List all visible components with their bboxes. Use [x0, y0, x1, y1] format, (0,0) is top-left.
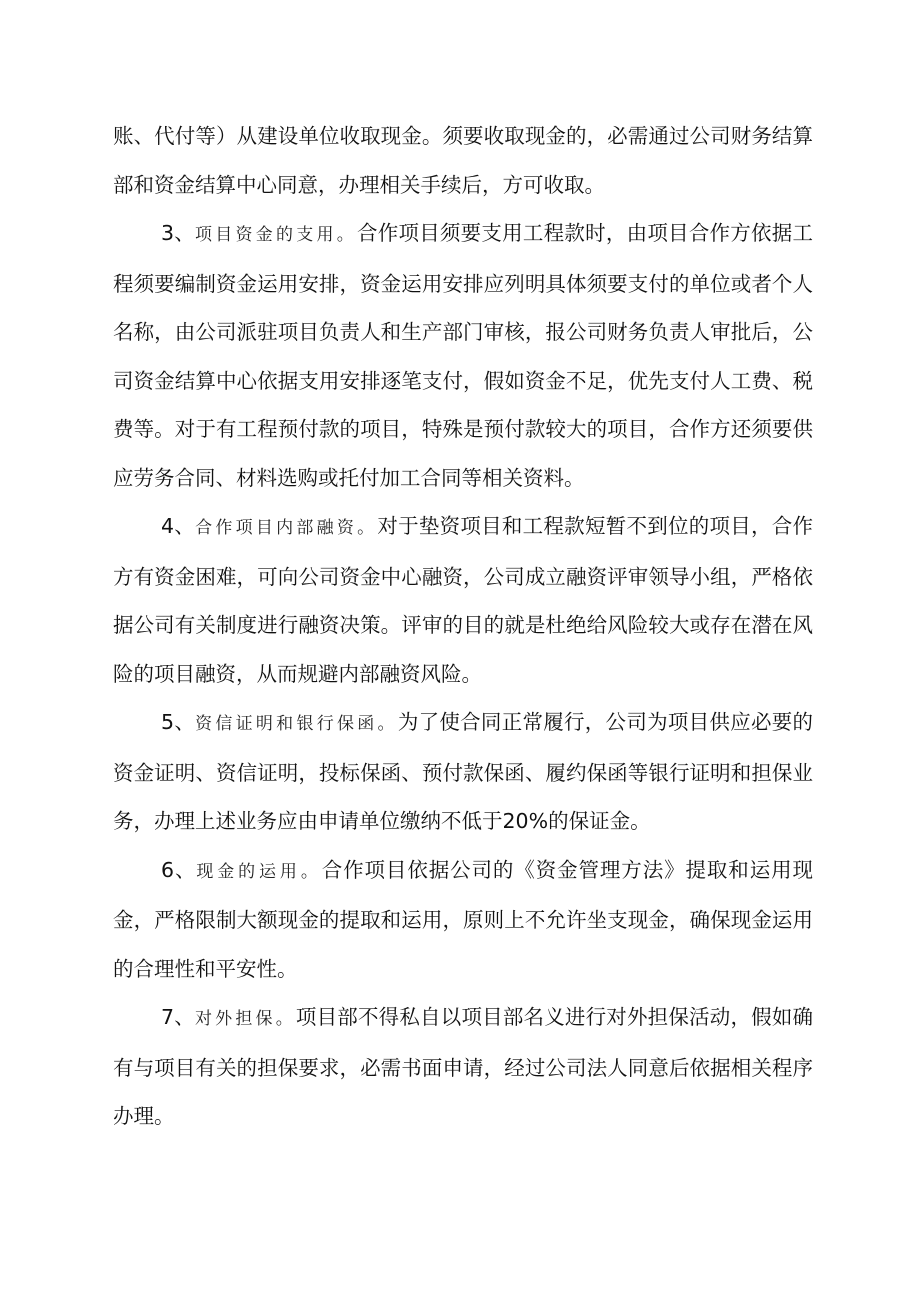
item-number: 6、 [161, 857, 197, 882]
paragraph-item-6 [113, 846, 813, 994]
item-number: 4、 [161, 514, 196, 538]
item-heading: 资信证明和银行保函。 [195, 714, 398, 734]
item-number: 3、 [161, 221, 196, 245]
item-heading: 合作项目内部融资。 [195, 518, 378, 538]
item-number: 7、 [161, 1005, 195, 1029]
paragraph-text: 合作项目须要支用工程款时，由项目合作方依据工程须要编制资金运用安排，资金运用安排应列明具体须要支付的单位或者个人名称，由公司派驻项目负责人和生产部门审核，报公司财务负责人审批后，公司资金结算中心依据支用安排逐笔支付，假如资金不足，优先支付人工费、税费等。对于有工程预付款的项目，特殊是预付款较大的项目，合作方还须要供应劳务合同、材料选购或托付加工合同等相关资料。 [113, 221, 814, 490]
paragraph-item-4 [113, 502, 813, 698]
paragraph-text: 合作项目依据公司的《资金管理方法》提取和运用现金，严格限制大额现金的提取和运用，原则上不允许坐支现金，确保现金运用的合理性和平安性。 [113, 857, 813, 981]
paragraph-text: 为了使合同正常履行，公司为项目供应必要的资金证明、资信证明，投标保函、预付款保函、履约保函等银行证明和担保业务，办理上述业务应由申请单位缴纳不低于20%的保证金。 [113, 710, 814, 833]
paragraph-item-7 [113, 993, 813, 1141]
document-body [113, 112, 813, 1141]
paragraph-text: 项目部不得私自以项目部名义进行对外担保活动，假如确有与项目有关的担保要求，必需书面申请，经过公司法人同意后依据相关程序办理。 [113, 1005, 814, 1128]
item-heading: 项目资金的支用。 [195, 225, 357, 245]
paragraph-item-5 [113, 698, 813, 846]
item-number: 5、 [161, 710, 196, 734]
paragraph-text: 对于垫资项目和工程款短暂不到位的项目，合作方有资金困难，可向公司资金中心融资，公司成立融资评审领导小组，严格依据公司有关制度进行融资决策。评审的目的就是杜绝给风险较大或存在潜在风险的项目融资，从而规避内部融资风险。 [113, 514, 814, 686]
paragraph-text: 账、代付等）从建设单位收取现金。须要收取现金的，必需通过公司财务结算部和资金结算中心同意，办理相关手续后，方可收取。 [113, 124, 813, 197]
paragraph-continuation [113, 112, 813, 209]
paragraph-item-3 [113, 209, 813, 502]
item-heading: 对外担保。 [194, 1009, 296, 1029]
item-heading: 现金的运用。 [196, 861, 322, 882]
